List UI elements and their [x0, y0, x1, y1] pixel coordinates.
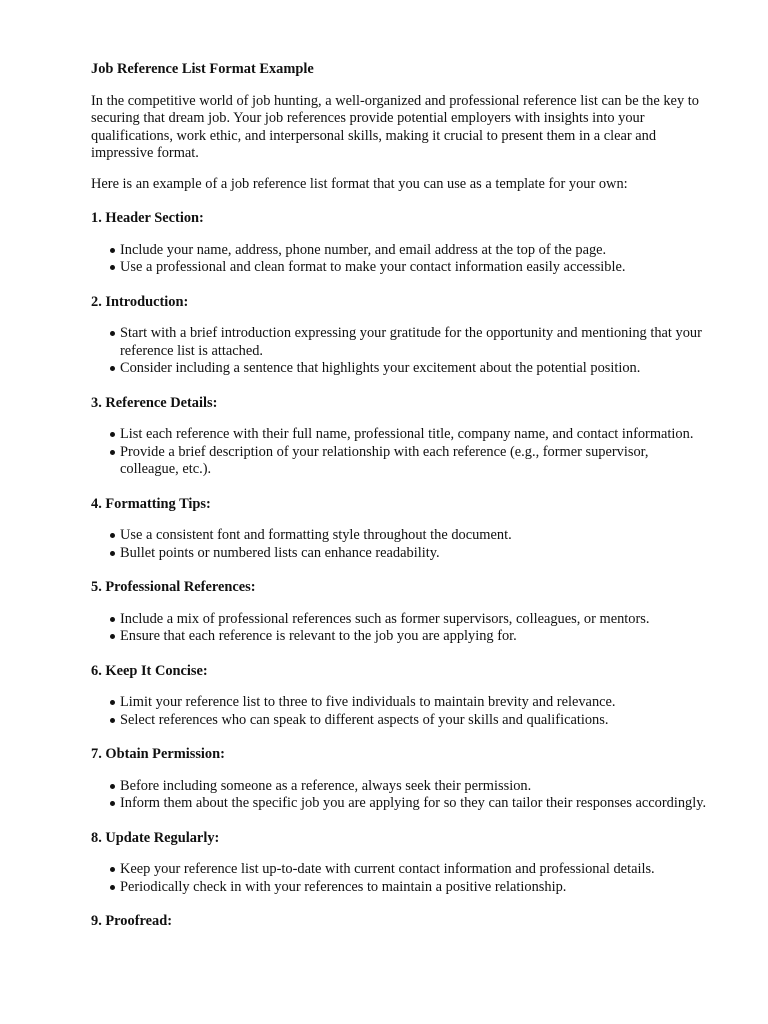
section-heading: 9. Proofread: — [91, 913, 172, 929]
section-introduction — [91, 294, 708, 378]
bullet-item — [120, 242, 708, 260]
section-formatting-tips — [91, 496, 708, 563]
bullet-item — [120, 778, 708, 796]
bullet-item — [120, 611, 708, 629]
bullet-dot-icon — [110, 533, 115, 538]
bullet-item — [120, 628, 708, 646]
bullet-dot-icon — [110, 634, 115, 639]
bullet-item — [120, 325, 708, 360]
section-heading: 6. Keep It Concise: — [91, 662, 208, 679]
bullet-item — [120, 795, 708, 813]
bullet-text: Include a mix of professional references such as former supervisors, colleagues, or mentors. — [120, 610, 650, 627]
bullet-text: Select references who can speak to different aspects of your skills and qualifications. — [120, 711, 609, 728]
bullet-dot-icon — [110, 784, 115, 789]
bullet-text: List each reference with their full name, professional title, company name, and contact information. — [120, 426, 694, 442]
bullet-text: Periodically check in with your references to maintain a positive relationship. — [120, 878, 567, 895]
bullet-dot-icon — [110, 700, 115, 705]
bullet-text: Before including someone as a reference, always seek their permission. — [120, 777, 532, 794]
bullet-list — [91, 778, 708, 813]
section-keep-it-concise — [91, 663, 708, 730]
bullet-dot-icon — [110, 801, 115, 806]
bullet-dot-icon — [110, 366, 115, 371]
bullet-dot-icon — [110, 265, 115, 270]
bullet-text: Inform them about the specific job you are applying for so they can tailor their responses accordingly. — [120, 795, 707, 811]
bullet-dot-icon — [110, 617, 115, 622]
section-header — [91, 210, 708, 277]
bullet-item — [120, 527, 708, 545]
bullet-list — [91, 242, 708, 277]
bullet-item — [120, 545, 708, 563]
bullet-list — [91, 325, 708, 378]
section-heading: 7. Obtain Permission: — [91, 746, 225, 762]
bullet-text: Provide a brief description of your relationship with each reference (e.g., former supervisor, colleague, etc.). — [120, 443, 649, 477]
intro-paragraph: In the competitive world of job hunting, a well-organized and professional reference list can be the key to securing that dream job. Your job references provide potential employers with insights into your qualifications, work ethic, and interpersonal skills, making it crucial to present them in a clear and impressive format. — [91, 92, 699, 161]
bullet-item — [120, 360, 708, 378]
bullet-dot-icon — [110, 551, 115, 556]
bullet-list — [91, 426, 708, 479]
section-proofread — [91, 913, 708, 931]
bullet-list — [91, 527, 708, 562]
section-professional-references — [91, 579, 708, 646]
bullet-dot-icon — [110, 718, 115, 723]
section-heading: 1. Header Section: — [91, 210, 204, 226]
bullet-dot-icon — [110, 432, 115, 437]
bullet-dot-icon — [110, 248, 115, 253]
bullet-dot-icon — [110, 331, 115, 336]
bullet-list — [91, 694, 708, 729]
bullet-text: Start with a brief introduction expressing your gratitude for the opportunity and mentioning that your reference list is attached. — [120, 325, 702, 359]
bullet-text: Consider including a sentence that highlights your excitement about the potential position. — [120, 360, 641, 376]
bullet-list — [91, 611, 708, 646]
section-heading: 5. Professional References: — [91, 579, 256, 595]
section-heading: 4. Formatting Tips: — [91, 495, 211, 512]
bullet-text: Use a consistent font and formatting style throughout the document. — [120, 527, 512, 543]
bullet-text: Keep your reference list up-to-date with current contact information and professional details. — [120, 861, 655, 877]
bullet-item — [120, 861, 708, 879]
bullet-dot-icon — [110, 885, 115, 890]
bullet-text: Bullet points or numbered lists can enhance readability. — [120, 544, 440, 561]
bullet-item — [120, 879, 708, 897]
section-heading: 8. Update Regularly: — [91, 829, 220, 846]
bullet-list — [91, 861, 708, 896]
bullet-text: Ensure that each reference is relevant to the job you are applying for. — [120, 628, 517, 644]
bullet-item — [120, 444, 708, 479]
section-heading: 2. Introduction: — [91, 293, 189, 310]
bullet-dot-icon — [110, 450, 115, 455]
section-obtain-permission — [91, 746, 708, 813]
section-reference-details — [91, 395, 708, 479]
bullet-item — [120, 259, 708, 277]
bullet-text: Include your name, address, phone number, and email address at the top of the page. — [120, 241, 607, 258]
bullet-dot-icon — [110, 867, 115, 872]
bullet-item — [120, 694, 708, 712]
template-intro-paragraph: Here is an example of a job reference list format that you can use as a template for your own: — [91, 175, 628, 192]
document-title: Job Reference List Format Example — [91, 61, 314, 77]
bullet-text: Limit your reference list to three to five individuals to maintain brevity and relevance. — [120, 694, 616, 710]
section-heading: 3. Reference Details: — [91, 394, 218, 411]
bullet-item — [120, 426, 708, 444]
bullet-text: Use a professional and clean format to make your contact information easily accessible. — [120, 259, 626, 275]
bullet-item — [120, 712, 708, 730]
section-update-regularly — [91, 830, 708, 897]
